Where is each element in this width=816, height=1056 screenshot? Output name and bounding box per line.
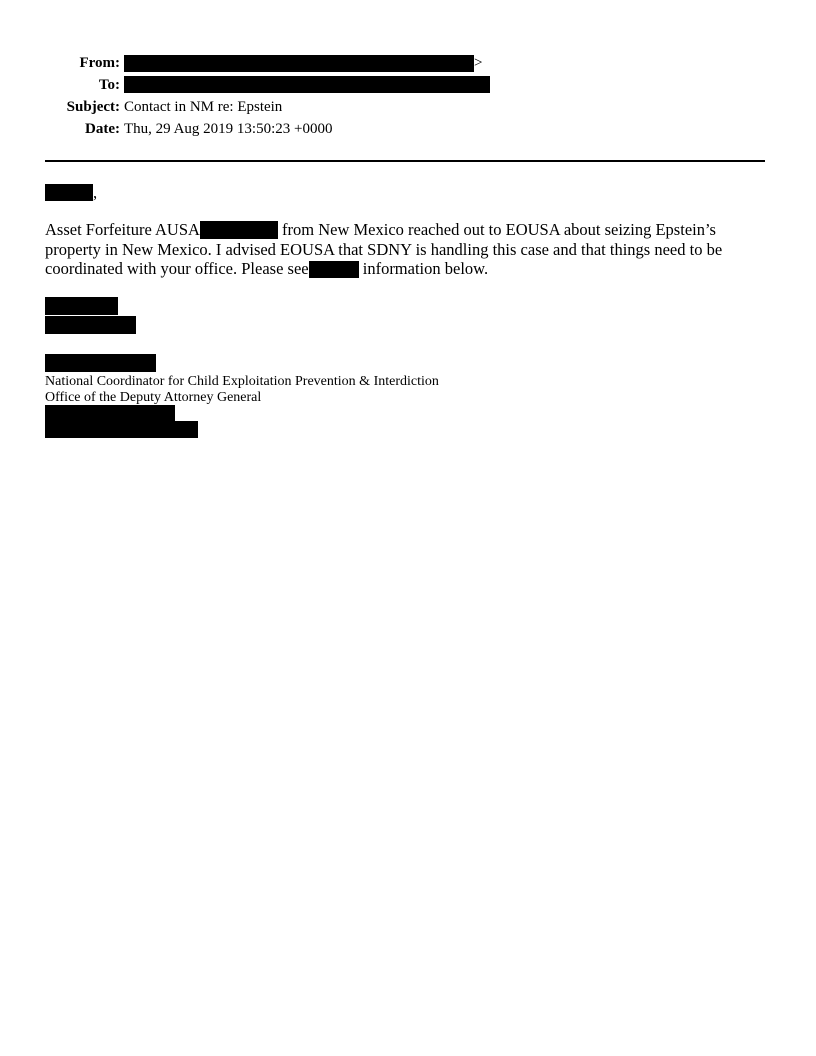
from-redaction xyxy=(124,55,474,72)
body-line-2: property in New Mexico. I advised EOUSA that SDNY is handling this case and that things need to be xyxy=(45,240,723,259)
header-divider xyxy=(45,160,765,162)
signature-office: Office of the Deputy Attorney General xyxy=(45,390,262,405)
subject-value: Contact in NM re: Epstein xyxy=(124,99,283,115)
from-trailing: > xyxy=(474,55,483,71)
signature-contact-redaction-1 xyxy=(45,405,175,422)
signature-name-redaction xyxy=(45,354,156,372)
greeting-comma: , xyxy=(93,183,98,202)
body-line-3 xyxy=(45,259,488,279)
signature-title: National Coordinator for Child Exploitation Prevention & Interdiction xyxy=(45,374,439,389)
subject-label: Subject: xyxy=(66,99,120,115)
date-value: Thu, 29 Aug 2019 13:50:23 +0000 xyxy=(124,121,333,137)
to-redaction xyxy=(124,76,490,93)
body-line-3-end: information below. xyxy=(358,259,489,278)
body-line-1-end: from New Mexico reached out to EOUSA about seizing Epstein’s xyxy=(277,220,716,239)
to-label: To: xyxy=(98,77,120,93)
signature-contact-redaction-2 xyxy=(45,421,198,438)
body-line-1-start: Asset Forfeiture AUSA xyxy=(45,220,200,239)
pronoun-redaction xyxy=(309,261,359,278)
greeting-redaction xyxy=(45,184,93,201)
body-line-1 xyxy=(45,220,716,240)
date-label: Date: xyxy=(85,121,120,137)
body-line-3-start: coordinated with your office. Please see xyxy=(45,259,309,278)
signoff-redaction-2 xyxy=(45,316,136,334)
ausa-name-redaction xyxy=(200,221,278,239)
signoff-redaction-1 xyxy=(45,297,118,315)
from-label: From: xyxy=(79,55,120,71)
